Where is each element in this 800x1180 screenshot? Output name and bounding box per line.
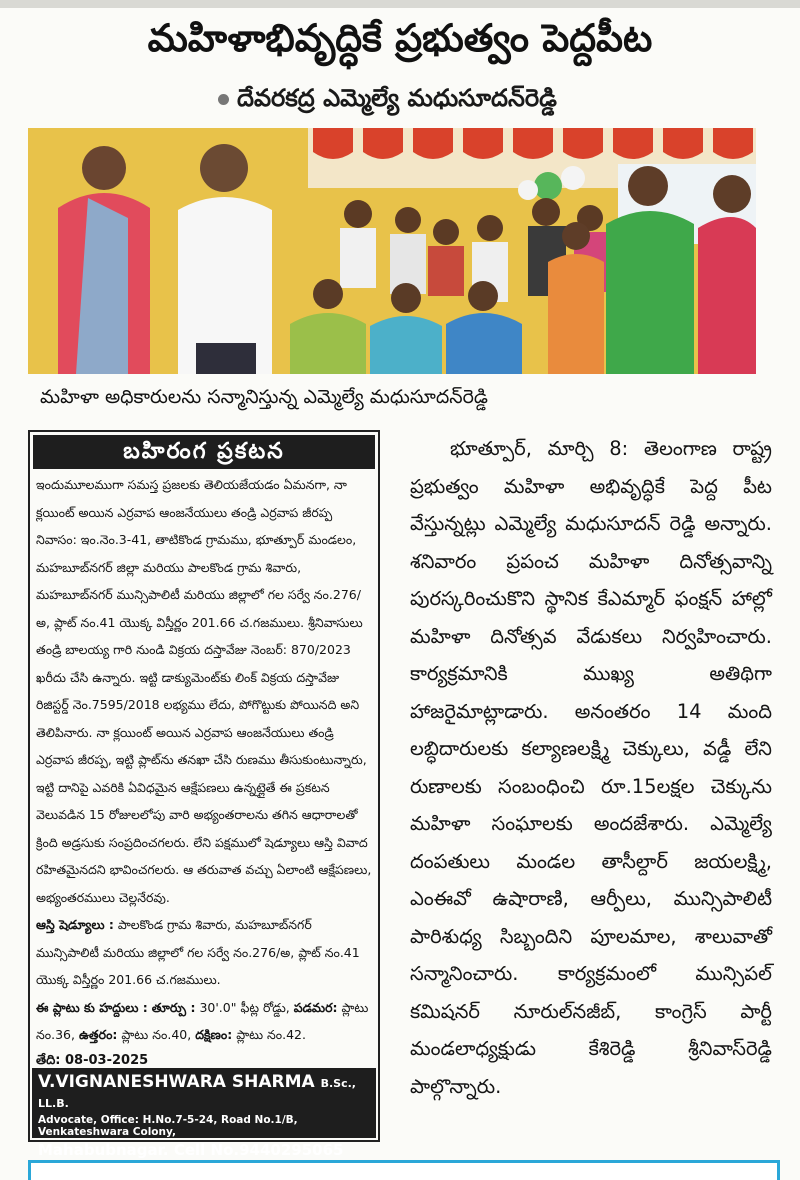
ad-date: తేది: 08-03-2025	[36, 1052, 149, 1068]
ad-south-text: ప్లాటు నం.42.	[236, 1027, 306, 1042]
advocate-name-line	[38, 1072, 370, 1112]
ad-east-label: తూర్పు :	[151, 999, 196, 1015]
ad-west-text: ప్లాటు నం.36,	[36, 999, 369, 1042]
ad-north-label: ఉత్తరం:	[78, 1027, 118, 1042]
ad-schedule-text: పాలకొండ గ్రామ శివారు, మహబూబ్‌నగర్ మున్సిపాలిటీ మరియు జిల్లాలో గల సర్వే నం.276/అ, ప్లాట్ నం.41 యొక్క విస్తీర్ణం 201.66 చ.గజములు.	[36, 917, 360, 987]
news-photo	[28, 128, 756, 374]
event-photo-illustration	[28, 128, 756, 374]
page-top-strip	[0, 0, 800, 8]
ad-bounds-label: ఈ ప్లాటు కు హద్దులు :	[36, 999, 148, 1015]
advocate-name: V.VIGNANESHWARA SHARMA	[38, 1072, 315, 1092]
ad-body	[30, 469, 378, 1073]
ad-notice-text: ఇందుమూలముగా సమస్త ప్రజలకు తెలియజేయడం ఏమనగా, నా క్లయింట్ అయిన ఎర్రవాప ఆంజనేయులు తండ్రి ఎర్రవాప జీరప్ప నివాసం: ఇం.నెం.3-41, తాటికొండ గ్రామము, భూత్పూర్ మండలం, మహబూబ్‌నగర్ జిల్లా మరియు పాలకొండ గ్రామ శివారు, మహబూబ్‌నగర్ మున్సిపాలిటీ మరియు జిల్లాలో గల సర్వే నం.276/అ, ప్లాట్ నం.41 యొక్క విస్తీర్ణం 201.66 చ.గజములు. శ్రీనివాసులు తండ్రి బాలయ్య గారి నుండి విక్రయ దస్తావేజు నెంబర్: 870/2023 ఖరీదు చేసి ఉన్నారు. ఇట్టి డాక్యుమెంట్‌కు లింక్ విక్రయ దస్తావేజు రిజిస్టర్డ్ నెం.7595/2018 లభ్యము లేదు, పోగొట్టుకు పోయినది అని తెలిపినారు. నా క్లయింట్ అయిన ఎర్రవాప ఆంజనేయులు తండ్రి ఎర్రవాప జీరప్ప, ఇట్టి ప్లాట్‌ను తనఖా చేసి రుణము తీసుకుంటున్నారు, ఇట్టి దానిపై ఎవరికి ఏవిధమైన ఆక్షేపణలు ఉన్నట్లైతే ఈ ప్రకటన వెలువడిన 15 రోజులలోపు వారి అభ్యంతరాలను తగిన ఆధారాలతో క్రింది అడ్రసుకు సంప్రదించగలరు. లేని పక్షములో షెడ్యూలు ఆస్తి వివాద రహితమైనదని భావించగలరు. ఆ తరువాత వచ్చు ఏలాంటి ఆక్షేపణలు, అభ్యంతరములు చెల్లనేరవు.	[36, 477, 372, 905]
advocate-address: Advocate, Office: H.No.7-5-24, Road No.1/B, Venkateshwara Colony,	[38, 1114, 298, 1138]
article-text: భూత్పూర్, మార్చి 8: తెలంగాణ రాష్ట్ర ప్రభుత్వం మహిళా అభివృద్ధికే పెద్ద పీట వేస్తున్నట్లు ఎమ్మెల్యే మధుసూదన్ రెడ్డి అన్నారు. శనివారం ప్రపంచ మహిళా దినోత్సవాన్ని పురస్కరించుకొని స్థానిక కేఎమ్మార్ ఫంక్షన్ హాల్లో మహిళా దినోత్సవ వేడుకలు నిర్వహించారు. కార్యక్రమానికి ముఖ్య అతిథిగా హాజరైమాట్లాడారు. అనంతరం 14 మంది లబ్ధిదారులకు కల్యాణలక్ష్మి చెక్కులు, వడ్డీ లేని రుణాలకు సంబంధించి రూ.15లక్షల చెక్కును మహిళా సంఘాలకు అందజేశారు. ఎమ్మెల్యే దంపతులు మండల తాసీల్దార్ జయలక్ష్మి, ఎంఈవో ఉషారాణి, ఆర్పీలు, మున్సిపాలిటీ పారిశుధ్య సిబ్బందిని పూలమాల, శాలువాతో సన్మానించారు. కార్యక్రమంలో మున్సిపల్ కమిషనర్ నూరుల్‌నజీబ్, కాంగ్రెస్ పార్టీ మండలాధ్యక్షుడు కేశిరెడ్డి శ్రీనివాస్‌రెడ్డి పాల్గొన్నారు.	[410, 437, 772, 1098]
headline: మహిళాభివృద్ధికే ప్రభుత్వం పెద్దపీట	[147, 16, 653, 60]
advocate-degree: B.Sc., LL.B.	[38, 1077, 356, 1110]
subheadline-text: దేవరకద్ర ఎమ్మెల్యే మధుసూదన్‌రెడ్డి	[237, 84, 557, 112]
ad-west-label: పడమర:	[293, 999, 338, 1015]
ad-title: బహిరంగ ప్రకటన	[33, 435, 375, 469]
ad-bounds	[36, 994, 372, 1049]
ad-schedule	[36, 911, 372, 994]
public-notice-ad	[28, 430, 380, 1159]
ad-schedule-label: ఆస్తి షెడ్యూలు :	[36, 917, 114, 932]
photo-caption: మహిళా అధికారులను సన్మానిస్తున్న ఎమ్మెల్యే మధుసూదన్‌రెడ్డి	[40, 386, 488, 408]
advocate-contact: Mahabubnagar. Cell No.9440295065	[38, 1141, 344, 1159]
bullet-icon	[218, 94, 229, 105]
news-article	[410, 430, 772, 1105]
ad-south-label: దక్షిణం:	[195, 1027, 233, 1042]
ad-east-text: 30'.0" ఫీట్ల రోడ్డు,	[199, 999, 290, 1015]
subheadline	[218, 84, 557, 118]
next-section-border	[28, 1160, 780, 1180]
advocate-block	[32, 1068, 376, 1159]
ad-north-text: ప్లాటు నం.40,	[121, 1027, 192, 1042]
